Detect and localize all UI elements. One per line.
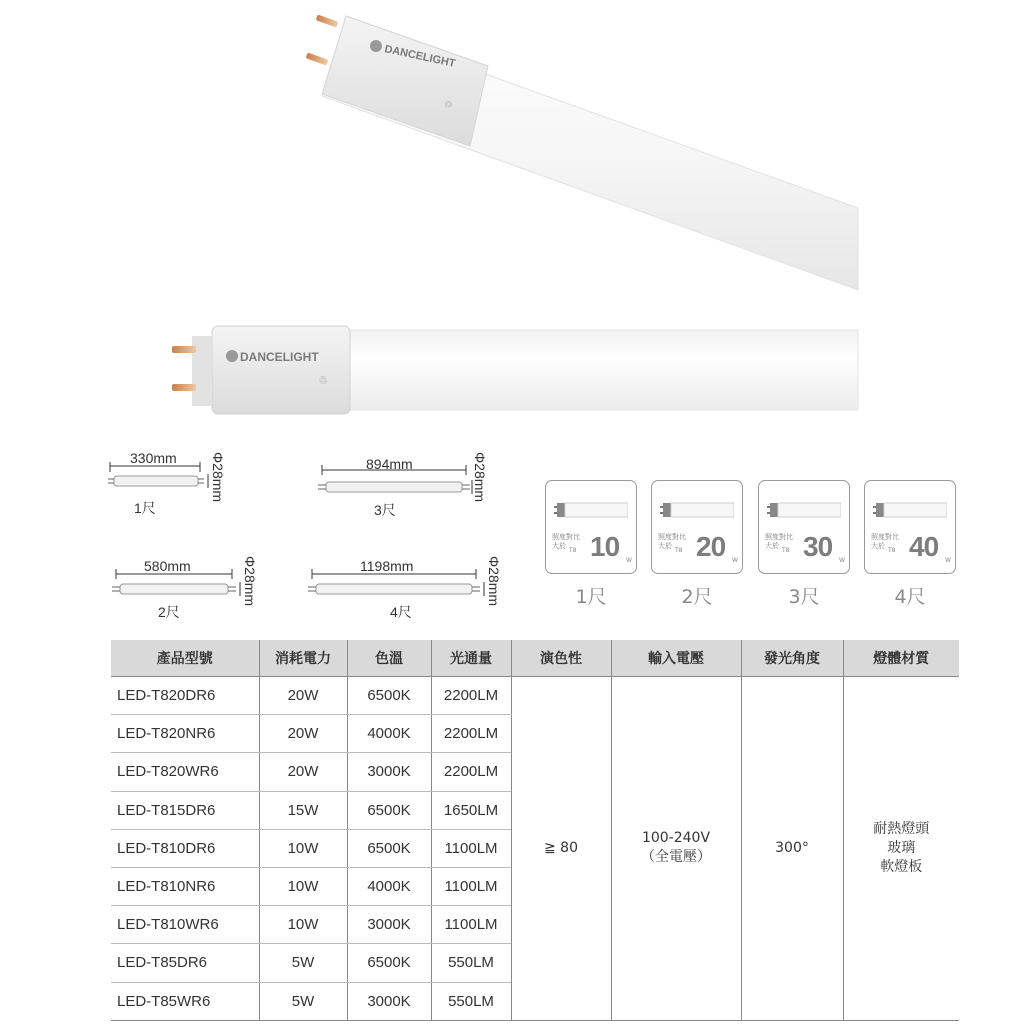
card-size-label: 4尺 xyxy=(894,586,926,608)
lower-brand-label: DANCELIGHT xyxy=(240,350,319,364)
cell-color-temp: 6500K xyxy=(347,791,431,829)
cell-color-temp: 3000K xyxy=(347,982,431,1020)
dimension-length: 1198mm xyxy=(360,558,414,574)
dimension-length: 580mm xyxy=(144,558,191,574)
dimension-2chi xyxy=(108,556,268,636)
header-model: 產品型號 xyxy=(111,640,259,677)
cell-color-temp: 6500K xyxy=(347,677,431,715)
watt-unit: W xyxy=(732,557,738,564)
cell-color-temp: 4000K xyxy=(347,867,431,905)
dimension-length: 894mm xyxy=(366,456,413,472)
wattage-card xyxy=(758,480,850,574)
material-line: 耐熱燈頭 xyxy=(873,820,930,837)
watt-unit: W xyxy=(839,557,845,564)
header-material: 燈體材質 xyxy=(843,640,959,677)
cell-lumen: 2200LM xyxy=(431,753,511,791)
compare-label: 照度對比 xyxy=(765,533,793,541)
greater-label: 大於 xyxy=(658,542,672,550)
voltage-line: （全電壓） xyxy=(641,849,711,866)
dimension-size: 1尺 xyxy=(134,500,156,516)
lower-tube xyxy=(172,326,858,414)
product-photo xyxy=(0,0,1024,440)
recycle-icon: ♲ xyxy=(318,374,328,387)
cell-model: LED-T815DR6 xyxy=(111,791,259,829)
cell-power: 5W xyxy=(259,944,347,982)
header-angle: 發光角度 xyxy=(741,640,843,677)
cell-power: 20W xyxy=(259,715,347,753)
t8-label: T8 xyxy=(675,547,683,554)
tube-icon xyxy=(554,501,628,519)
compare-label: 照度對比 xyxy=(871,533,899,541)
cell-model: LED-T85DR6 xyxy=(111,944,259,982)
cell-model: LED-T85WR6 xyxy=(111,982,259,1020)
cell-lumen: 2200LM xyxy=(431,715,511,753)
cell-model: LED-T810DR6 xyxy=(111,829,259,867)
t8-label: T8 xyxy=(569,547,577,554)
cell-model: LED-T820WR6 xyxy=(111,753,259,791)
cell-model: LED-T810NR6 xyxy=(111,867,259,905)
header-color-temp: 色溫 xyxy=(347,640,431,677)
cell-color-temp: 3000K xyxy=(347,753,431,791)
wattage-card xyxy=(545,480,637,574)
cell-lumen: 1650LM xyxy=(431,791,511,829)
tube-icon xyxy=(660,501,734,519)
compare-label: 照度對比 xyxy=(658,533,686,541)
table-header-row xyxy=(111,640,959,677)
dimension-size: 3尺 xyxy=(374,502,396,518)
cell-lumen: 1100LM xyxy=(431,829,511,867)
watt-unit: W xyxy=(626,557,632,564)
dimension-4chi xyxy=(304,556,504,636)
material-line: 玻璃 xyxy=(887,839,916,856)
cell-power: 10W xyxy=(259,829,347,867)
watt-value: 30 xyxy=(803,531,833,562)
cell-power: 20W xyxy=(259,677,347,715)
greater-label: 大於 xyxy=(552,542,566,550)
cell-power: 10W xyxy=(259,906,347,944)
dimension-3chi xyxy=(316,452,496,532)
dimension-diameter: Φ28mm xyxy=(210,452,226,503)
card-size-label: 2尺 xyxy=(681,586,713,608)
voltage-line: 100-240V xyxy=(641,830,711,847)
wattage-card xyxy=(864,480,956,574)
upper-tube xyxy=(306,14,858,290)
cell-lumen: 550LM xyxy=(431,982,511,1020)
cell-color-temp: 6500K xyxy=(347,829,431,867)
upper-brand-label: DANCELIGHT xyxy=(383,43,457,70)
cell-color-temp: 6500K xyxy=(347,944,431,982)
watt-value: 40 xyxy=(909,531,939,562)
dimension-1chi xyxy=(108,450,228,530)
card-size-label: 1尺 xyxy=(575,586,607,608)
compare-label: 照度對比 xyxy=(552,533,580,541)
spec-table xyxy=(111,640,959,1021)
tube-icon xyxy=(767,501,841,519)
cell-power: 15W xyxy=(259,791,347,829)
cell-lumen: 1100LM xyxy=(431,906,511,944)
watt-value: 20 xyxy=(696,531,726,562)
dimension-length: 330mm xyxy=(130,450,177,466)
header-voltage: 輸入電壓 xyxy=(611,640,741,677)
cell-model: LED-T820DR6 xyxy=(111,677,259,715)
watt-unit: W xyxy=(945,557,951,564)
cell-power: 10W xyxy=(259,867,347,905)
cell-model: LED-T820NR6 xyxy=(111,715,259,753)
cell-model: LED-T810WR6 xyxy=(111,906,259,944)
wattage-card xyxy=(651,480,743,574)
greater-label: 大於 xyxy=(871,542,885,550)
cell-lumen: 2200LM xyxy=(431,677,511,715)
dimension-diameter: Φ28mm xyxy=(486,556,502,607)
dimension-diameter: Φ28mm xyxy=(242,556,258,607)
dimension-diameter: Φ28mm xyxy=(472,452,488,503)
cell-lumen: 1100LM xyxy=(431,867,511,905)
t8-label: T8 xyxy=(782,547,790,554)
watt-value: 10 xyxy=(590,531,620,562)
greater-label: 大於 xyxy=(765,542,779,550)
dimension-size: 4尺 xyxy=(390,604,412,620)
dimension-size: 2尺 xyxy=(158,604,180,620)
table-row xyxy=(111,677,959,715)
cell-voltage xyxy=(611,677,741,1021)
header-power: 消耗電力 xyxy=(259,640,347,677)
card-size-label: 3尺 xyxy=(788,586,820,608)
cell-power: 20W xyxy=(259,753,347,791)
cell-material xyxy=(843,677,959,1021)
cell-color-temp: 3000K xyxy=(347,906,431,944)
header-cri: 演色性 xyxy=(511,640,611,677)
material-line: 軟燈板 xyxy=(880,858,923,875)
cell-angle: 300° xyxy=(741,677,843,1021)
cell-color-temp: 4000K xyxy=(347,715,431,753)
tube-icon xyxy=(873,501,947,519)
cell-lumen: 550LM xyxy=(431,944,511,982)
t8-label: T8 xyxy=(888,547,896,554)
cell-power: 5W xyxy=(259,982,347,1020)
cell-cri: ≧ 80 xyxy=(511,677,611,1021)
header-lumen: 光通量 xyxy=(431,640,511,677)
recycle-icon: ♲ xyxy=(444,100,453,111)
